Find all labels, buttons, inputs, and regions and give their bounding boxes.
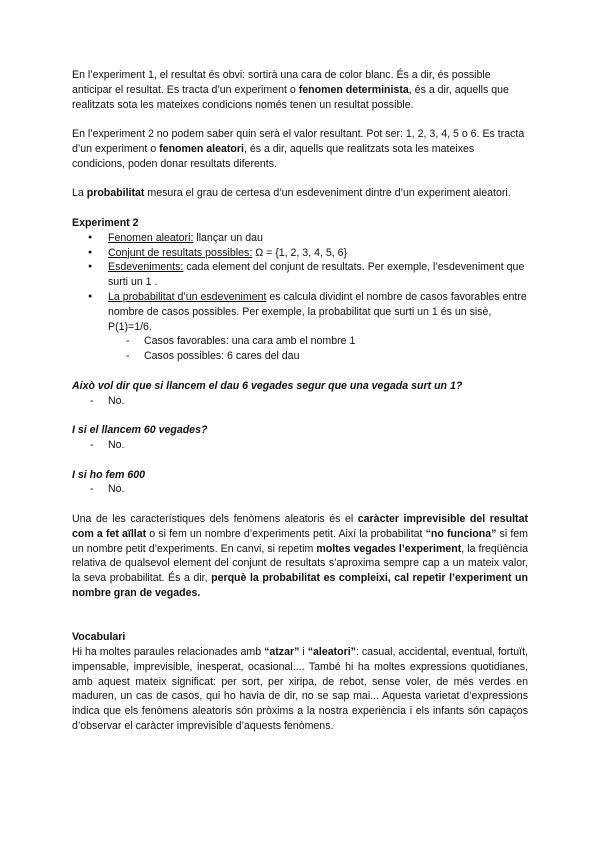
- question-1-text: Això vol dir que si llancem el dau 6 vegades segur que una vegada surt un 1?: [72, 379, 463, 392]
- vocab-text-c: i: [299, 646, 308, 659]
- p4-text-g: , la freqüència relativa de qualsevol element del conjunt de resultats s’aproxima sempre cap a un mateix valor, la seva probabilitat. És a dir,: [72, 542, 528, 585]
- p4-text-c: o si fem un nombre d’experiments petit. Així la probabilitat: [146, 527, 426, 540]
- p3-text-a: La: [72, 187, 87, 200]
- vocab-bold-b: “atzar”: [264, 646, 300, 659]
- experiment-2-heading: [72, 216, 528, 231]
- experiment-2-list: [72, 231, 528, 335]
- p3-text-c: mesura el grau de certesa d’un esdeveniment dintre d’un experiment aleatori.: [144, 187, 511, 200]
- paragraph-experiment-1: [72, 68, 528, 112]
- p4-text-e: si fem un nombre petit d’experiments. En canvi, si repetim: [72, 527, 528, 555]
- item-term: Fenomen aleatori:: [108, 231, 194, 244]
- question-2: [72, 423, 528, 438]
- p4-bold-d: “no funciona”: [425, 527, 497, 540]
- p2-text-c: , és a dir, aquells que realitzats sota les mateixes condicions, poden donar resultats diferents.: [72, 142, 475, 170]
- list-item: - Casos possibles: 6 cares del dau: [72, 349, 528, 364]
- p3-bold-term: probabilitat: [86, 187, 145, 200]
- question-1: [72, 379, 528, 394]
- answer-1: - No.: [72, 394, 528, 409]
- p1-bold-term: fenomen determinista: [298, 83, 409, 96]
- vocabulari-title: Vocabulari: [72, 631, 126, 644]
- list-item: [72, 290, 528, 334]
- item-term: Conjunt de resultats possibles:: [108, 246, 253, 259]
- list-item: [72, 231, 528, 246]
- item-text: Ω = {1, 2, 3, 4, 5, 6}: [252, 246, 348, 259]
- answer-2-list: [72, 438, 528, 453]
- item-text: cada element del conjunt de resultats. Per exemple, l’esdeveniment que surti un 1 .: [108, 261, 525, 289]
- vocab-bold-d: “aleatori”: [307, 646, 356, 659]
- paragraph-vocabulari: [72, 645, 528, 734]
- p4-bold-h: perquè la probabilitat es compleixi, cal repetir l’experiment un nombre gran de vegades.: [72, 572, 528, 599]
- p2-text-a: En l’experiment 2 no podem saber quin serà el valor resultant. Pot ser: 1, 2, 3, 4, 5 o 6. Es tracta d’un experiment o: [72, 128, 525, 155]
- list-item: [72, 260, 528, 290]
- question-3: [72, 468, 528, 483]
- paragraph-experiment-2: [72, 127, 528, 171]
- paragraph-caracteristiques: [72, 512, 528, 601]
- answer-3-list: [72, 482, 528, 497]
- p2-bold-term: fenomen aleatori: [159, 142, 244, 155]
- paragraph-probabilitat: [72, 186, 528, 201]
- list-item: [72, 246, 528, 261]
- item-text: llançar un dau: [193, 231, 263, 244]
- item-term: Esdeveniments:: [108, 261, 184, 274]
- vocab-text-e: : casual, accidental, eventual, fortuït, impensable, imprevisible, inesperat, ocasional.... També hi ha moltes expressions quotidianes, amb aquest mateix significat: per sort, per xiripa, de rebot, sense voler, de més verdes en maduren, un cas de casos, qui ho havia de dir, no se sap mai... Aquesta varietat d’expressions indica que els fenòmens aleatoris són pròxims a la nostra experiència i els infants són capaços d’observar el caràcter imprevisible d’aquests fenòmens.: [72, 646, 528, 733]
- p4-text-a: Una de les característiques dels fenòmens aleatoris és el: [72, 512, 358, 525]
- item-term: La probabilitat d’un esdeveniment: [108, 290, 267, 303]
- p1-text-a: En l’experiment 1, el resultat és obvi: sortirà una cara de color blanc. És a dir, és possible anticipar el resultat. Es tracta d’un experiment o: [72, 69, 491, 96]
- experiment-2-title: Experiment 2: [72, 216, 139, 229]
- vocab-text-a: Hi ha moltes paraules relacionades amb: [72, 646, 265, 659]
- p1-text-c: , és a dir, aquells que realitzats sota les mateixes condicions només tenen un resultat possible.: [72, 83, 509, 111]
- answer-3: - No.: [72, 482, 528, 497]
- vocabulari-heading: [72, 630, 528, 645]
- answer-2: - No.: [72, 438, 528, 453]
- p4-bold-b: caràcter imprevisible del resultat com a fet aïllat: [72, 512, 528, 540]
- document-page: [72, 68, 528, 734]
- question-3-text: I si ho fem 600: [72, 468, 146, 481]
- answer-1-list: [72, 394, 528, 409]
- cases-sublist: [72, 334, 528, 364]
- question-2-text: I si el llancem 60 vegades?: [72, 424, 208, 437]
- item-text: es calcula dividint el nombre de casos favorables entre nombre de casos possibles. Per exemple, la probabilitat que surti un 1 és un sisè, P(1)=1/6.: [108, 290, 527, 333]
- list-item: - Casos favorables: una cara amb el nombre 1: [72, 334, 528, 349]
- p4-bold-f: moltes vegades l’experiment: [316, 542, 462, 555]
